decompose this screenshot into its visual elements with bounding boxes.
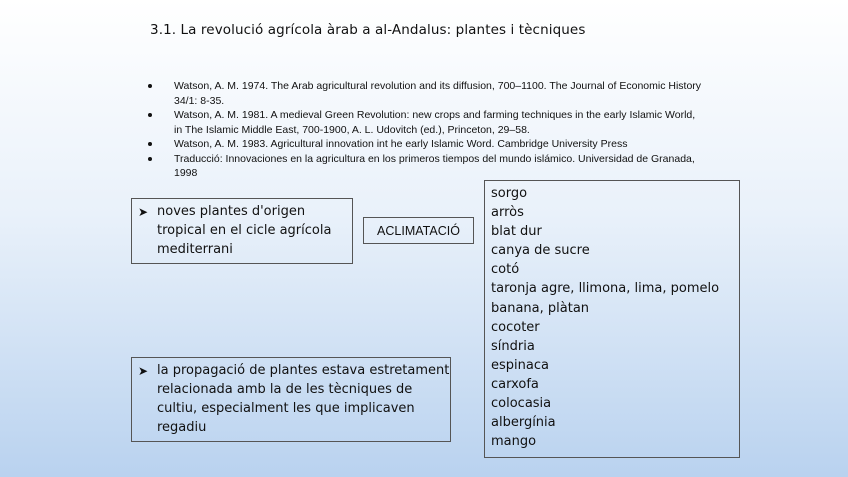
plant-item: albergínia xyxy=(491,415,556,431)
bullet-icon xyxy=(148,113,152,117)
plant-item: canya de sucre xyxy=(491,243,590,259)
reference-item: Watson, A. M. 1981. A medieval Green Revolution: new crops and farming techniques in the early Islamic World, in The Islamic Middle East, 700-1900, A. L. Udovitch (ed.), Princeton, 29–58. xyxy=(146,108,706,137)
plant-item: cotó xyxy=(491,262,520,278)
plant-item: banana, plàtan xyxy=(491,300,590,316)
tropical-plants-box xyxy=(131,198,353,264)
plant-item: espinaca xyxy=(491,357,549,373)
arrow-bullet-icon: ➤ xyxy=(138,205,149,219)
reference-item: Traducció: Innovaciones en la agricultura en los primeros tiempos del mundo islámico. Universidad de Granada, 1998 xyxy=(146,152,706,181)
reference-item: Watson, A. M. 1974. The Arab agricultural revolution and its diffusion, 700–1100. The Journal of Economic History 34/1: 8-35. xyxy=(146,79,706,108)
plant-item: síndria xyxy=(491,338,535,354)
arrow-bullet-icon: ➤ xyxy=(138,364,149,378)
plant-item: taronja agre, llimona, lima, pomelo xyxy=(491,281,720,297)
plant-item: colocasia xyxy=(491,396,552,412)
plant-item: mango xyxy=(491,434,537,450)
acclimatization-label: ACLIMATACIÓ xyxy=(363,217,474,244)
bullet-icon xyxy=(148,84,152,88)
plant-item: sorgo xyxy=(491,186,528,201)
bullet-icon xyxy=(148,142,152,146)
propagation-text: la propagació de plantes estava estretament relacionada amb la de les tècniques de cultiu, especialment les que implicaven regadiu xyxy=(157,363,450,435)
plant-item: blat dur xyxy=(491,224,542,240)
plant-item: arròs xyxy=(491,205,524,221)
propagation-box xyxy=(131,357,451,442)
plant-item: carxofa xyxy=(491,376,539,392)
tropical-plants-text: noves plantes d'origen tropical en el cicle agrícola mediterrani xyxy=(157,204,332,257)
reference-item: Watson, A. M. 1983. Agricultural innovation int he early Islamic Word. Cambridge University Press xyxy=(146,137,706,152)
plants-list xyxy=(484,180,740,458)
references-list xyxy=(146,79,706,181)
slide-title: 3.1. La revolució agrícola àrab a al-Andalus: plantes i tècniques xyxy=(150,22,586,38)
plant-item: cocoter xyxy=(491,319,540,335)
bullet-icon xyxy=(148,157,152,161)
